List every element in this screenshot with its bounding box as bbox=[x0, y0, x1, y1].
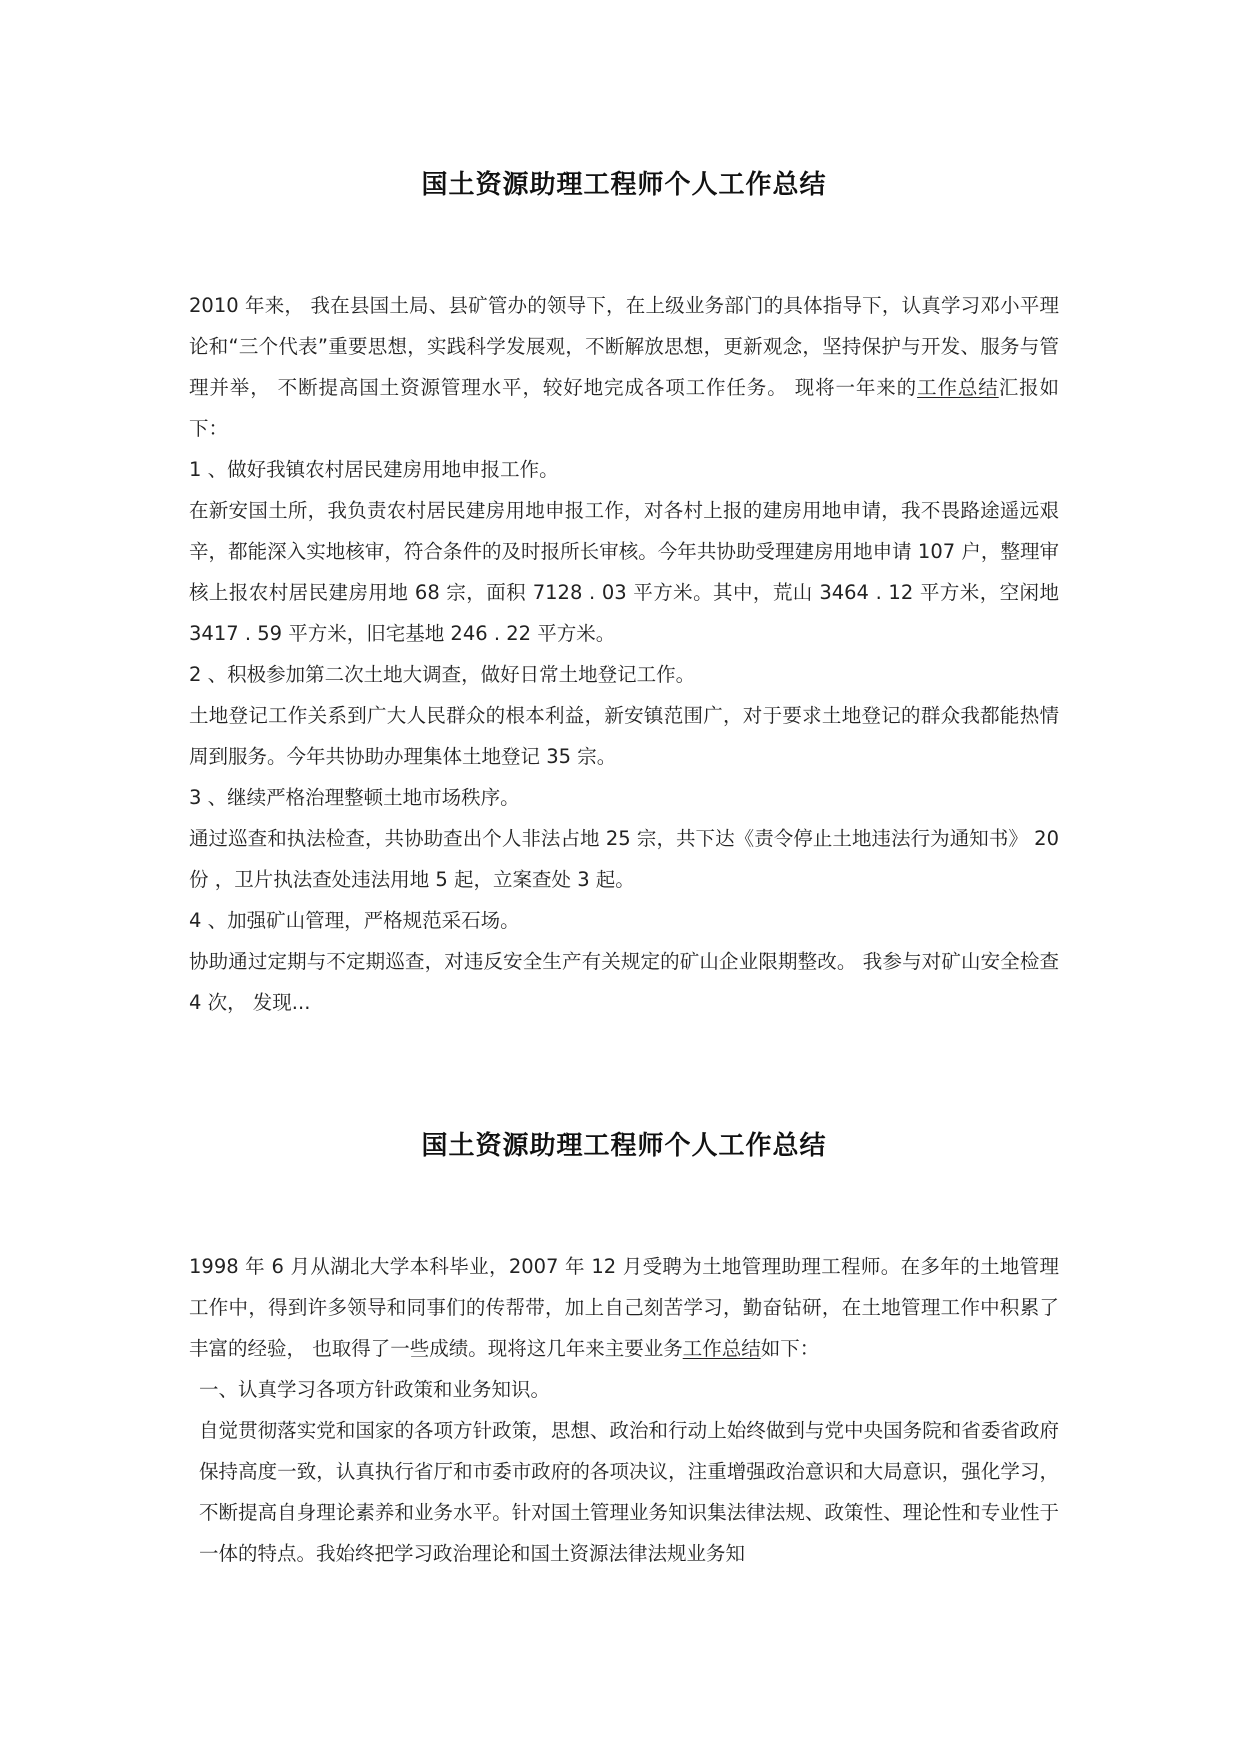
document-body bbox=[189, 285, 1059, 1023]
summary-section-2 bbox=[189, 1121, 1059, 1574]
intro-text-end: 汇报如下： bbox=[189, 376, 1059, 440]
intro-paragraph bbox=[189, 285, 1059, 449]
intro-text: 1998 年 6 月从湖北大学本科毕业，2007 年 12 月受聘为土地管理助理工程师。在多年的土地管理工作中，得到许多领导和同事们的传帮带，加上自己刻苦学习，勤奋钻研，在土地管理工作中积累了丰富的经验， 也取得了一些成绩。现将这几年来主要业务 bbox=[189, 1255, 1059, 1360]
intro-paragraph bbox=[189, 1246, 1059, 1369]
intro-text: 2010 年来， 我在县国土局、县矿管办的领导下，在上级业务部门的具体指导下，认真学习邓小平理论和“三个代表”重要思想，实践科学发展观，不断解放思想，更新观念，坚持保护与开发、服务与管理并举， 不断提高国土资源管理水平，较好地完成各项工作任务。 现将一年来的 bbox=[189, 294, 1059, 399]
work-summary-link[interactable]: 工作总结 bbox=[682, 1337, 761, 1360]
section-heading-2: 2 、积极参加第二次土地大调查，做好日常土地登记工作。 bbox=[189, 663, 696, 686]
section-heading-3: 3 、继续严格治理整顿土地市场秩序。 bbox=[189, 786, 520, 809]
paragraph-land-market: 通过巡查和执法检查，共协助查出个人非法占地 25 宗，共下达《责令停止土地违法行为通知书》 20 份 ，卫片执法查处违法用地 5 起，立案查处 3 起。 bbox=[189, 827, 1059, 891]
work-summary-link[interactable]: 工作总结 bbox=[917, 376, 999, 399]
document-body bbox=[189, 1246, 1059, 1574]
paragraph-mine-management: 协助通过定期与不定期巡查，对违反安全生产有关规定的矿山企业限期整改。 我参与对矿山安全检查 4 次， 发现... bbox=[189, 950, 1059, 1014]
section-heading-1: 一、认真学习各项方针政策和业务知识。 bbox=[199, 1378, 551, 1401]
paragraph-land-registration: 土地登记工作关系到广大人民群众的根本利益，新安镇范围广，对于要求土地登记的群众我都能热情周到服务。今年共协助办理集体土地登记 35 宗。 bbox=[189, 704, 1059, 768]
intro-text-end: 如下： bbox=[760, 1337, 820, 1360]
document-title: 国土资源助理工程师个人工作总结 bbox=[421, 1131, 827, 1161]
document-title: 国土资源助理工程师个人工作总结 bbox=[421, 170, 827, 200]
paragraph-policy-study: 自觉贯彻落实党和国家的各项方针政策，思想、政治和行动上始终做到与党中央国务院和省委省政府保持高度一致，认真执行省厅和市委市政府的各项决议，注重增强政治意识和大局意识，强化学习，不断提高自身理论素养和业务水平。针对国土管理业务知识集法律法规、政策性、理论性和专业性于一体的特点。我始终把学习政治理论和国土资源法律法规业务知 bbox=[199, 1419, 1059, 1565]
section-heading-4: 4 、加强矿山管理，严格规范采石场。 bbox=[189, 909, 520, 932]
paragraph-housing-land: 在新安国土所，我负责农村居民建房用地申报工作，对各村上报的建房用地申请，我不畏路途遥远艰辛，都能深入实地核审，符合条件的及时报所长审核。今年共协助受理建房用地申请 107 户，整理审核上报农村居民建房用地 68 宗，面积 7128 . 03 平方米。其中，荒山 3464 . 12 平方米，空闲地 3417 . 59 平方米，旧宅基地 246 . 22 平方米。 bbox=[189, 499, 1059, 645]
section-heading-1: 1 、做好我镇农村居民建房用地申报工作。 bbox=[189, 458, 559, 481]
summary-section-1 bbox=[189, 160, 1059, 1023]
